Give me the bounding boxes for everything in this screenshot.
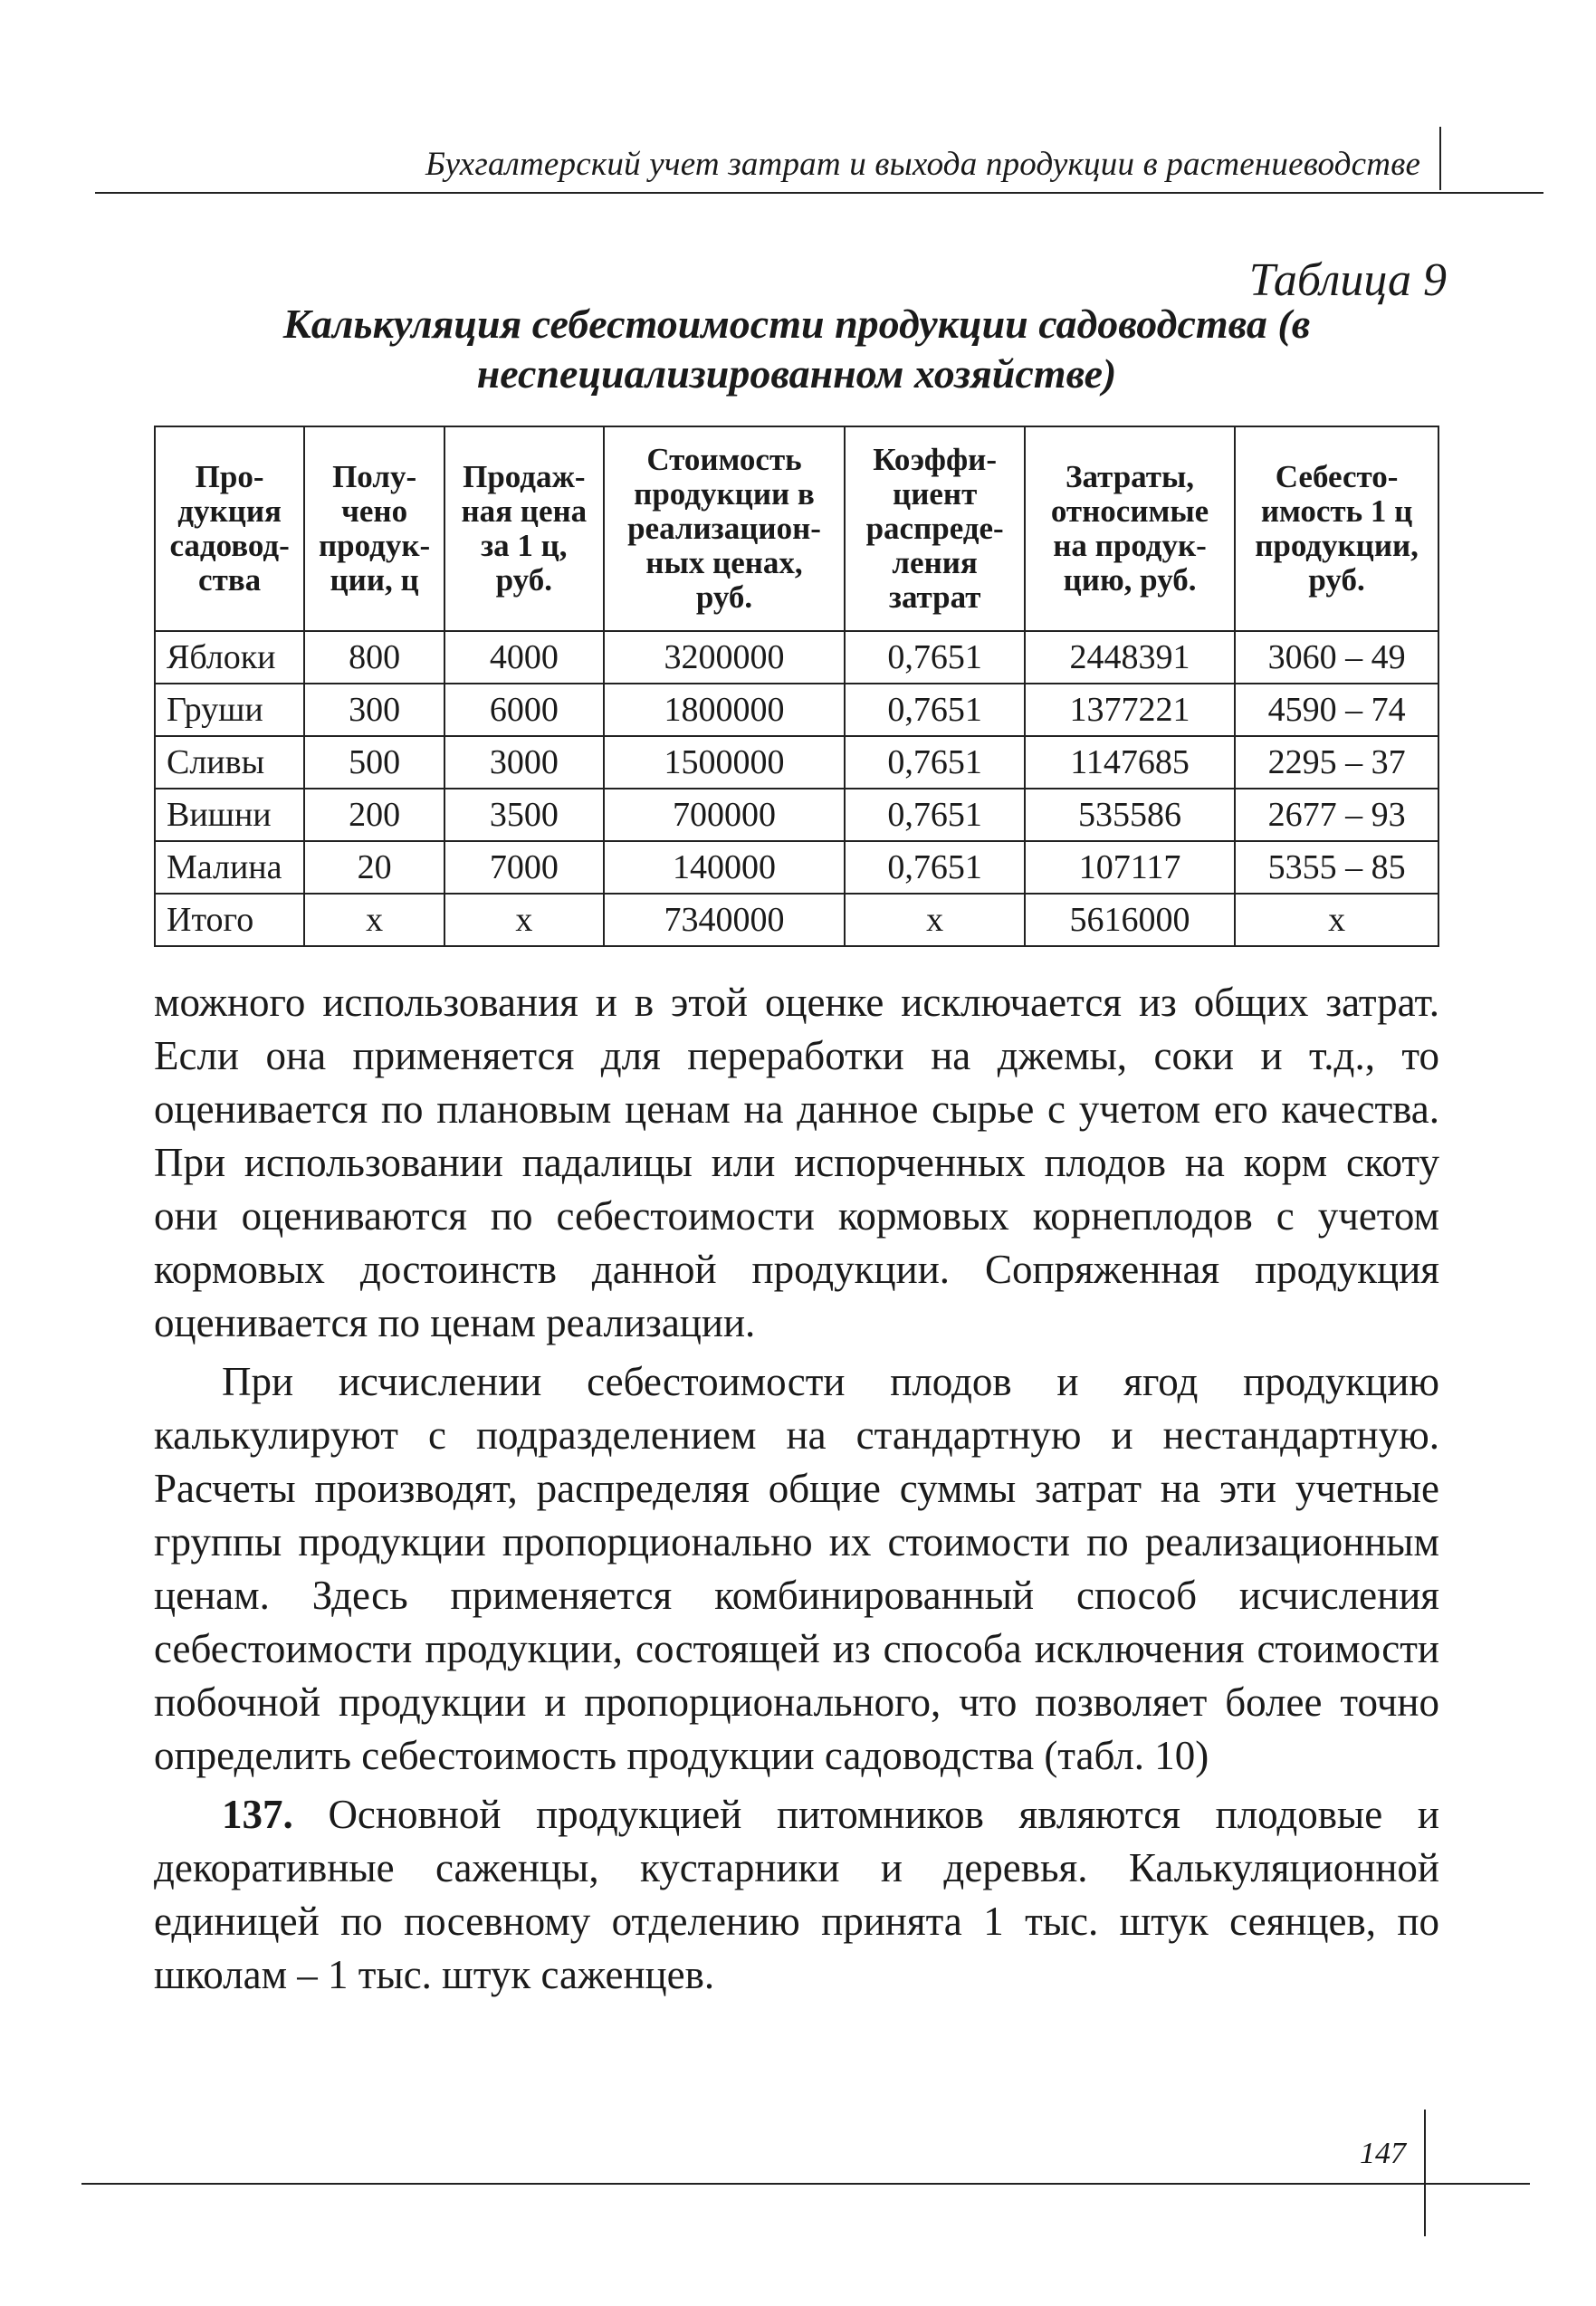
table-cell: 0,7651 — [845, 841, 1025, 894]
table-cell: 3000 — [444, 736, 604, 789]
table-row — [155, 631, 1438, 684]
paragraph-number: 137. — [222, 1792, 293, 1837]
table-cell: х — [1235, 894, 1438, 946]
table-cell: 1377221 — [1025, 684, 1235, 736]
table-row — [155, 789, 1438, 841]
table-cell: 535586 — [1025, 789, 1235, 841]
column-header: Себесто- имость 1 ц продукции, руб. — [1235, 426, 1438, 631]
column-header: Затраты, относимые на продук- цию, руб. — [1025, 426, 1235, 631]
table-total-row — [155, 894, 1438, 946]
table-cell: 7000 — [444, 841, 604, 894]
table-row — [155, 684, 1438, 736]
table-cell: 5355 – 85 — [1235, 841, 1438, 894]
table-cell: 107117 — [1025, 841, 1235, 894]
table-cell: 3060 – 49 — [1235, 631, 1438, 684]
table-cell: 0,7651 — [845, 736, 1025, 789]
paragraph: При исчислении себестоимости плодов и ягод продукцию калькулируют с подразделением на стандартную и нестандартную. Расчеты производят, распределяя общие суммы затрат на эти учетные группы продукции пропорционально их стоимости по реализационным ценам. Здесь применяется комбинированный способ исчисления себестоимости продукции, состоящей из способа исключения стоимости побочной продукции и пропорционального, что позволяет более точно определить себестоимость продукции садоводства (табл. 10) — [154, 1359, 1439, 1778]
table-cell: 2295 – 37 — [1235, 736, 1438, 789]
table-cell: х — [444, 894, 604, 946]
table-cell: 7340000 — [604, 894, 846, 946]
header-rule — [95, 192, 1543, 194]
table-header-row — [155, 426, 1438, 631]
paragraph-numbered — [154, 1788, 1439, 2002]
table-cell: Груши — [155, 684, 304, 736]
table-cell: 1147685 — [1025, 736, 1235, 789]
footer-vertical-rule — [1424, 2110, 1426, 2236]
table-cell: Малина — [155, 841, 304, 894]
table-cell: 20 — [304, 841, 444, 894]
table-cell: 3200000 — [604, 631, 846, 684]
cost-calculation-table — [154, 426, 1439, 947]
page-number: 147 — [1360, 2137, 1406, 2170]
table-cell: х — [304, 894, 444, 946]
table-cell: 0,7651 — [845, 684, 1025, 736]
table-cell: 2677 – 93 — [1235, 789, 1438, 841]
table-cell: 1800000 — [604, 684, 846, 736]
table-cell: Вишни — [155, 789, 304, 841]
table-cell: 4000 — [444, 631, 604, 684]
column-header: Коэффи- циент распреде- ления затрат — [845, 426, 1025, 631]
table-cell: 700000 — [604, 789, 846, 841]
table-cell: 300 — [304, 684, 444, 736]
table-cell: 1500000 — [604, 736, 846, 789]
table-title: Калькуляция себестоимости продукции садоводства (в неспециализированном хозяйстве) — [282, 301, 1311, 397]
table-row — [155, 841, 1438, 894]
table-cell: 500 — [304, 736, 444, 789]
table-cell: Сливы — [155, 736, 304, 789]
footer-rule — [81, 2183, 1530, 2185]
table-cell: 5616000 — [1025, 894, 1235, 946]
header-vertical-rule — [1439, 127, 1441, 190]
table-cell: 3500 — [444, 789, 604, 841]
table-cell: 4590 – 74 — [1235, 684, 1438, 736]
table-cell: Итого — [155, 894, 304, 946]
table-cell: 140000 — [604, 841, 846, 894]
paragraph: можного использования и в этой оценке исключается из общих затрат. Если она применяется для переработки на джемы, соки и т.д., то оценивается по плановым ценам на данное сырье с учетом его качества. При использовании падалицы или испорченных плодов на корм скоту они оцениваются по себестоимости кормовых корнеплодов с учетом кормовых достоинств данной продукции. Сопряженная продукция оценивается по ценам реализации. — [154, 980, 1439, 1345]
running-header: Бухгалтерский учет затрат и выхода продукции в растениеводстве — [425, 146, 1421, 183]
column-header: Стоимость продукции в реализацион- ных ценах, руб. — [604, 426, 846, 631]
body-text — [154, 976, 1439, 2002]
table-cell: 800 — [304, 631, 444, 684]
table-cell: х — [845, 894, 1025, 946]
column-header: Продаж- ная цена за 1 ц, руб. — [444, 426, 604, 631]
table-cell: Яблоки — [155, 631, 304, 684]
table-row — [155, 736, 1438, 789]
table-cell: 200 — [304, 789, 444, 841]
table-cell: 6000 — [444, 684, 604, 736]
table-cell: 0,7651 — [845, 789, 1025, 841]
table-number: Таблица 9 — [1248, 254, 1447, 306]
table-cell: 2448391 — [1025, 631, 1235, 684]
column-header: Про- дукция садовод- ства — [155, 426, 304, 631]
table-cell: 0,7651 — [845, 631, 1025, 684]
column-header: Полу- чено продук- ции, ц — [304, 426, 444, 631]
paragraph-text: Основной продукцией питомников являются плодовые и декоративные саженцы, кустарники и деревья. Калькуляционной единицей по посевному отделению принята 1 тыс. штук сеянцев, по школам – 1 тыс. штук саженцев. — [154, 1792, 1440, 1997]
